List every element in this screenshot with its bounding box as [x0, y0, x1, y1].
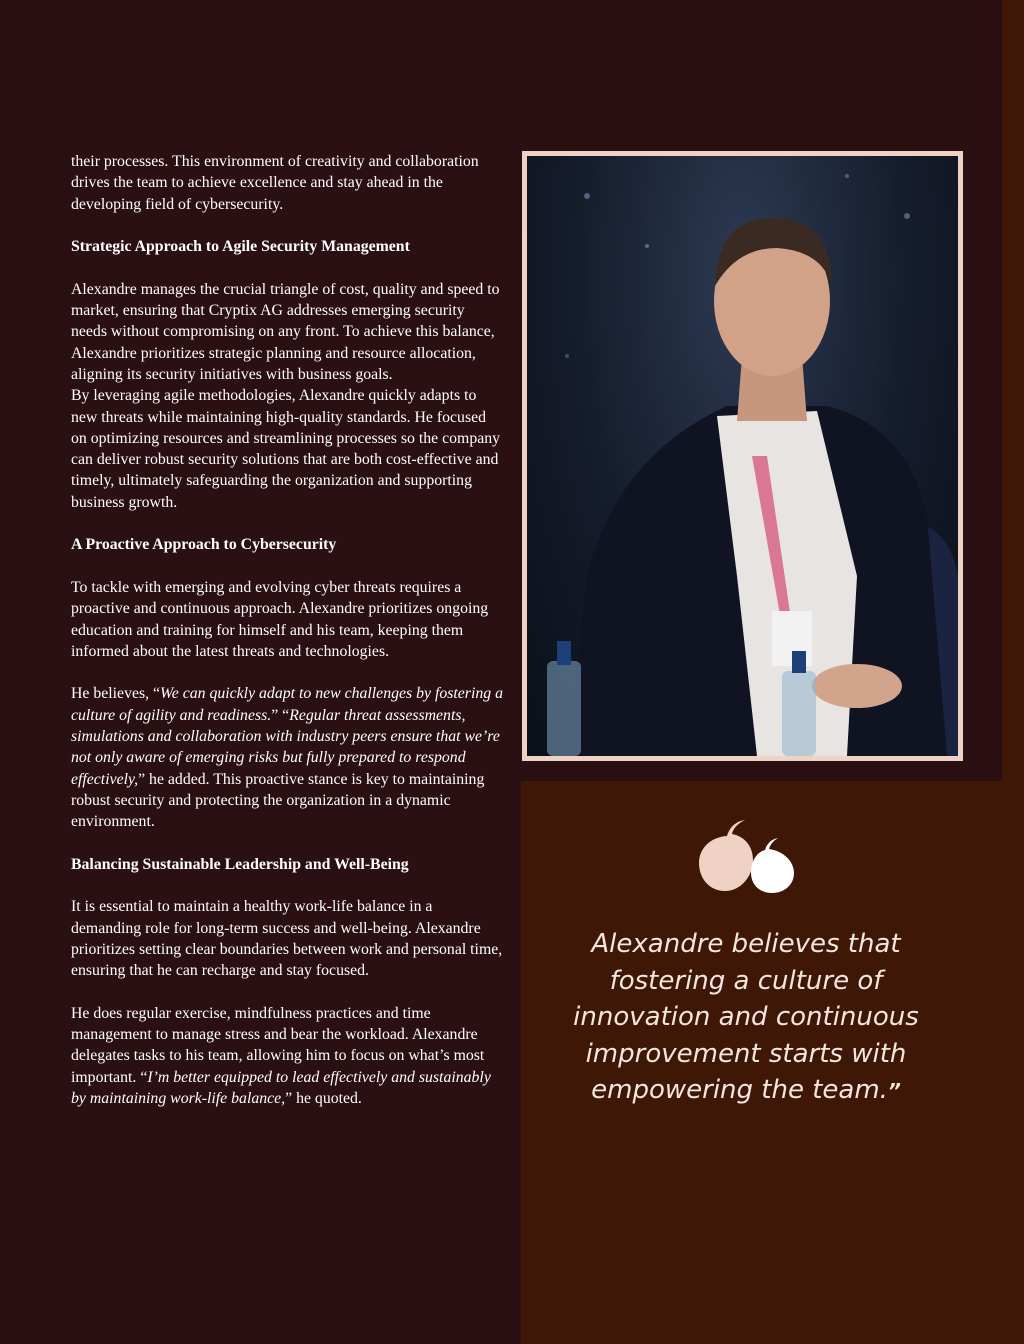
text-run: He does regular exercise, mindfulness practices and time management to manage stress and bear the workload. Alexandre delegates tasks to his team, allowing him to focus on what’s most important. “	[71, 1004, 485, 1086]
portrait-illustration	[527, 156, 958, 756]
text-run: He believes, “	[71, 685, 161, 703]
pull-quote-text: Alexandre believes that fostering a culture of innovation and continuous improvement starts with empowering the team.	[573, 929, 919, 1105]
quote-italic: I’m better equipped to lead effectively and sustainably by maintaining work-life balance,	[71, 1068, 491, 1108]
section-heading: A Proactive Approach to Cybersecurity	[71, 536, 337, 554]
paragraph: By leveraging agile methodologies, Alexandre quickly adapts to new threats while maintaining high-quality standards. He focused on optimizing resources and streamlining processes so the company can deliver robust security solutions that are both cost-effective and timely, ultimately safeguarding the organization and supporting business growth.	[71, 387, 501, 511]
quote-mark-icon	[697, 818, 797, 894]
text-run: ” “	[271, 706, 290, 724]
quote-italic: Regular threat assessments, simulations and collaboration with industry peers ensure that we’re not only aware of emerging risks but fully prepared to respond effectively,	[71, 706, 500, 788]
section-heading: Balancing Sustainable Leadership and Well-Being	[71, 855, 409, 873]
photo-frame	[522, 151, 963, 761]
paragraph: It is essential to maintain a healthy work-life balance in a demanding role for long-term success and well-being. Alexandre prioritizes setting clear boundaries between work and personal time, ensuring that he can recharge and stay focused.	[71, 898, 503, 980]
pull-quote	[571, 926, 921, 1110]
article-body	[71, 151, 503, 1131]
close-quote-mark: ”	[887, 1079, 901, 1103]
section-heading: Strategic Approach to Agile Security Management	[71, 238, 410, 256]
text-run: ” he quoted.	[285, 1090, 362, 1108]
text-run: ” he added. This proactive stance is key to maintaining robust security and protecting the organization in a dynamic environment.	[71, 770, 485, 831]
portrait-photo	[527, 156, 958, 756]
paragraph-with-quote	[71, 683, 503, 832]
paragraph-with-quote	[71, 1003, 503, 1109]
paragraph: their processes. This environment of creativity and collaboration drives the team to achieve excellence and stay ahead in the developing field of cybersecurity.	[71, 153, 479, 213]
quote-italic: We can quickly adapt to new challenges by fostering a culture of agility and readiness.	[71, 685, 503, 724]
paragraph: To tackle with emerging and evolving cyber threats requires a proactive and continuous approach. Alexandre prioritizes ongoing education and training for himself and his team, keeping them informed about the latest threats and technologies.	[71, 578, 489, 660]
paragraph: Alexandre manages the crucial triangle of cost, quality and speed to market, ensuring that Cryptix AG addresses emerging security needs without compromising on any front. To achieve this balance, Alexandre prioritizes strategic planning and resource allocation, aligning its security initiatives with business goals.	[71, 280, 500, 383]
